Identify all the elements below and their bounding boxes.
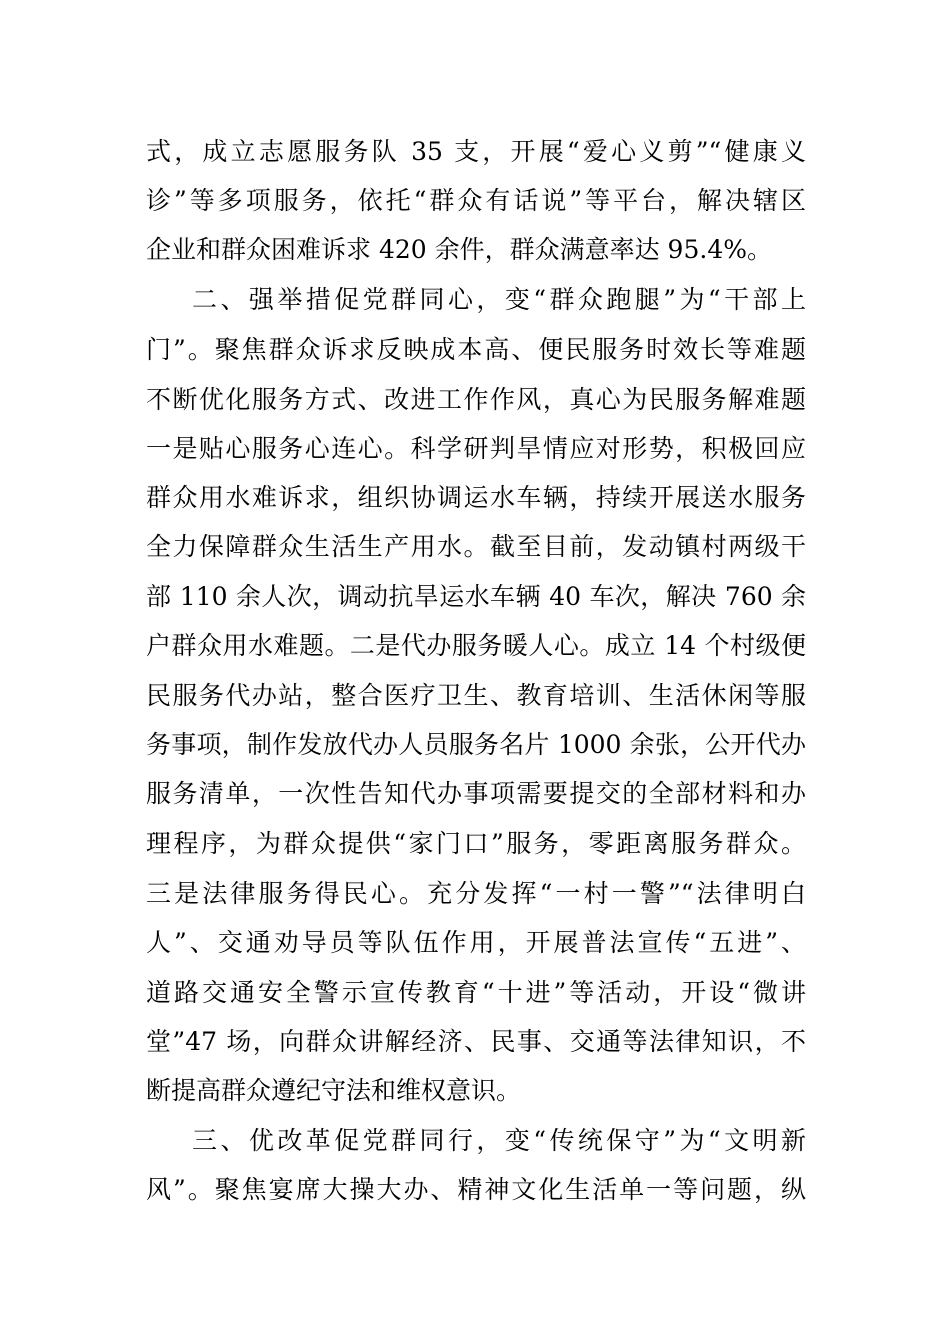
- text-line-9: 全力保障群众生活生产用水。截至目前，发动镇村两级干: [146, 532, 806, 561]
- text-line-4: 二、强举措促党群同心，变“群众跑腿”为“干部上: [192, 285, 806, 314]
- text-line-5: 门”。聚焦群众诉求反映成本高、便民服务时效长等难题: [146, 335, 806, 364]
- text-line-21: 三、优改革促党群同行，变“传统保守”为“文明新: [192, 1126, 806, 1155]
- text-line-10: 部 110 余人次，调动抗旱运水车辆 40 车次，解决 760 余: [146, 582, 806, 611]
- text-line-19: 堂”47 场，向群众讲解经济、民事、交通等法律知识，不: [146, 1027, 806, 1056]
- text-line-16: 三是法律服务得民心。充分发挥“一村一警”“法律明白: [146, 879, 806, 908]
- text-line-14: 服务清单，一次性告知代办事项需要提交的全部材料和办: [146, 779, 806, 808]
- text-line-18: 道路交通安全警示宣传教育“十进”等活动，开设“微讲: [146, 978, 806, 1007]
- text-line-12: 民服务代办站，整合医疗卫生、教育培训、生活休闲等服: [146, 681, 806, 710]
- text-line-22: 风”。聚焦宴席大操大办、精神文化生活单一等问题，纵: [146, 1175, 806, 1204]
- text-line-11: 户群众用水难题。二是代办服务暖人心。成立 14 个村级便: [146, 631, 806, 660]
- text-line-3: 企业和群众困难诉求 420 余件，群众满意率达 95.4%。: [146, 235, 772, 264]
- text-line-13: 务事项，制作发放代办人员服务名片 1000 余张，公开代办: [146, 730, 806, 759]
- text-line-2: 诊”等多项服务，依托“群众有话说”等平台，解决辖区: [146, 186, 806, 215]
- text-line-1: 式，成立志愿服务队 35 支，开展“爱心义剪”“健康义: [146, 137, 806, 166]
- text-line-17: 人”、交通劝导员等队伍作用，开展普法宣传“五进”、: [146, 928, 806, 957]
- text-line-6: 不断优化服务方式、改进工作作风，真心为民服务解难题: [146, 385, 806, 414]
- text-line-7: 一是贴心服务心连心。科学研判旱情应对形势，积极回应: [146, 434, 806, 463]
- text-line-20: 断提高群众遵纪守法和维权意识。: [146, 1076, 522, 1105]
- text-line-8: 群众用水难诉求，组织协调运水车辆，持续开展送水服务: [146, 483, 806, 512]
- text-line-15: 理程序，为群众提供“家门口”服务，零距离服务群众。: [146, 829, 806, 858]
